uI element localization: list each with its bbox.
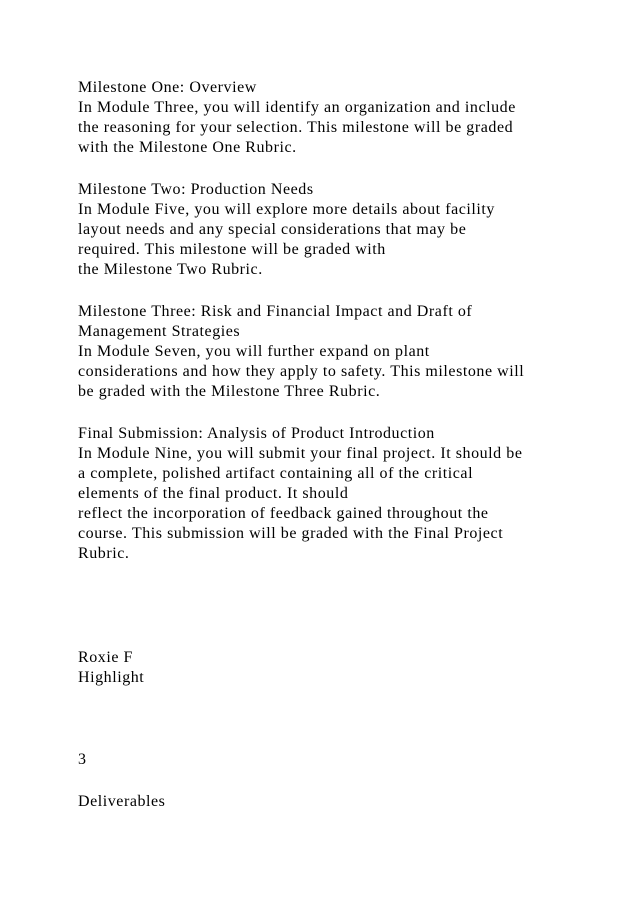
milestone-two-text-line: In Module Five, you will explore more details about facility: [78, 201, 495, 218]
milestone-three-text-line: In Module Seven, you will further expand on plant: [78, 343, 430, 360]
annotation-type: Highlight: [78, 669, 145, 686]
final-submission-text-line: course. This submission will be graded with the Final Project: [78, 525, 504, 542]
milestone-three-text-line: considerations and how they apply to safety. This milestone will: [78, 363, 525, 380]
milestone-one-text-line: the reasoning for your selection. This milestone will be graded: [78, 119, 514, 136]
milestone-one-heading: Milestone One: Overview: [78, 79, 257, 96]
final-submission-text-line: Rubric.: [78, 545, 130, 562]
milestone-two-text-line: the Milestone Two Rubric.: [78, 261, 263, 278]
milestone-three-text-line: be graded with the Milestone Three Rubric.: [78, 383, 381, 400]
milestone-two-heading: Milestone Two: Production Needs: [78, 181, 314, 198]
milestone-three-heading: Milestone Three: Risk and Financial Impact and Draft of: [78, 303, 473, 320]
final-submission-text-line: a complete, polished artifact containing all of the critical: [78, 465, 474, 482]
final-submission-text-line: elements of the final product. It should: [78, 485, 349, 502]
section-title: Deliverables: [78, 793, 166, 810]
final-submission-text-line: In Module Nine, you will submit your final project. It should be: [78, 445, 523, 462]
milestone-two-text-line: required. This milestone will be graded with: [78, 241, 386, 258]
annotation-author: Roxie F: [78, 649, 133, 666]
milestone-one-text-line: with the Milestone One Rubric.: [78, 139, 297, 156]
milestone-one-text-line: In Module Three, you will identify an organization and include: [78, 99, 516, 116]
milestone-three-heading-continued: Management Strategies: [78, 323, 241, 340]
final-submission-text-line: reflect the incorporation of feedback gained throughout the: [78, 505, 489, 522]
milestone-two-text-line: layout needs and any special considerations that may be: [78, 221, 467, 238]
page-number: 3: [78, 751, 87, 768]
final-submission-heading: Final Submission: Analysis of Product Introduction: [78, 425, 435, 442]
